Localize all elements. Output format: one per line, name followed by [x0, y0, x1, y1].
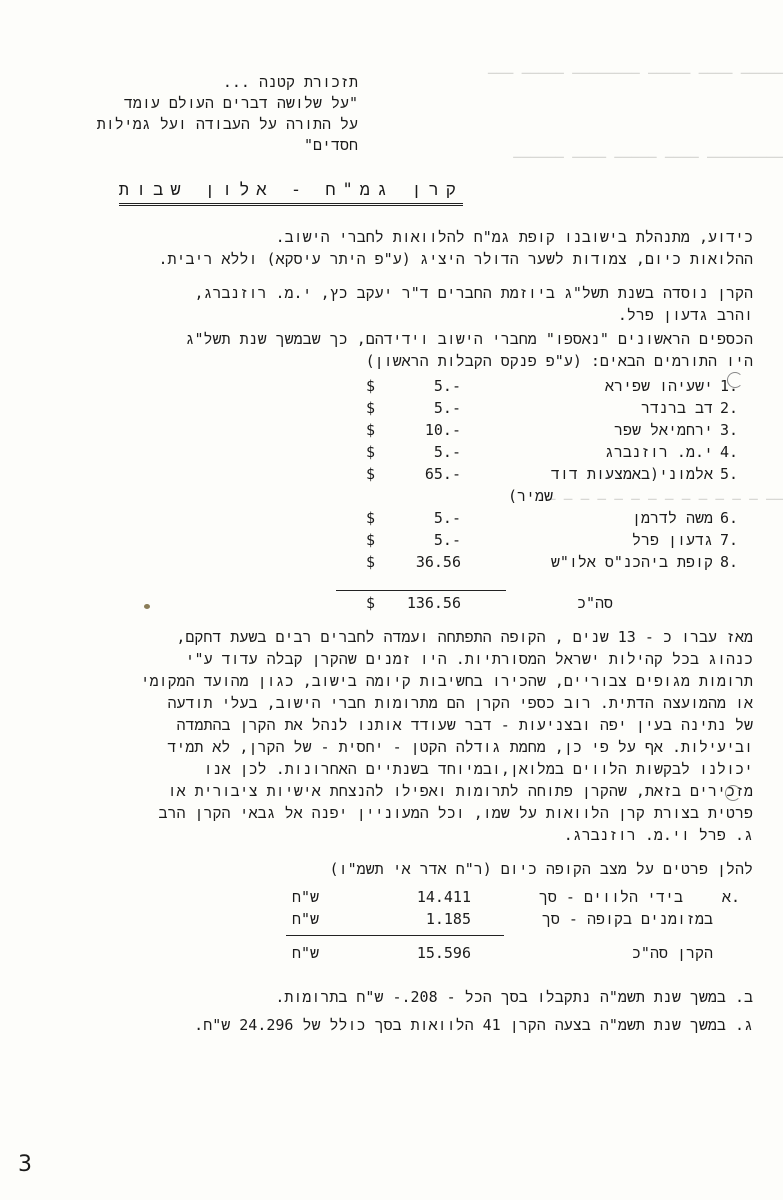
sum-rule — [286, 935, 504, 936]
status-unit: ש"ח — [292, 910, 320, 928]
currency-sign: $ — [366, 443, 376, 461]
intro-paragraph — [33, 226, 753, 270]
currency-sign: $ — [366, 509, 376, 527]
donor-name: גדעון פרל — [631, 531, 713, 549]
donor-row — [0, 507, 783, 529]
text-line: וביעילות. אף על פי כן, מחמת גודלה הקטן - יחסית - של הקרן, לא תמיד — [167, 738, 753, 756]
donor-amount: 5.- — [433, 531, 461, 549]
donor-row — [0, 397, 783, 419]
text-line: ב. במשך שנת תשמ"ה נתקבלו בסך הכל - 208.- ש"ח בתרומות. — [275, 988, 753, 1006]
text-line: מאז עברו כ - 13 שנים , הקופה התפתחה ועמדה לחברים רבים בשעת דחקם, — [176, 628, 753, 646]
status-label: בידי הלווים - סך — [538, 888, 683, 906]
page-number: 3 — [18, 1152, 32, 1177]
status-intro — [33, 858, 753, 880]
first-funds-paragraph — [33, 328, 753, 372]
status-amount: 14.411 — [416, 888, 471, 906]
donor-name: י.מ. רוזנברג — [604, 443, 713, 461]
text-line: והרב גדעון פרל. — [617, 306, 753, 324]
donor-row — [0, 463, 783, 485]
item-c — [33, 1014, 753, 1036]
donor-name: קופת ביהכנ"ס אלו"ש — [550, 553, 713, 571]
donor-name: אלמוני(באמצעות דוד — [550, 465, 713, 483]
donor-index: 3. — [720, 421, 739, 439]
item-b — [33, 986, 753, 1008]
donor-row — [0, 375, 783, 397]
donor-index: 5. — [720, 465, 739, 483]
text-line: הקרן נוסדה בשנת תשל"ג ביוזמת החברים ד"ר יעקב כץ, י.מ. רוזנברג, — [194, 284, 753, 302]
text-line: ג. במשך שנת תשמ"ה בצעה הקרן 41 הלוואות בסך כולל של 24.296 ש"ח. — [194, 1016, 753, 1034]
total-amount: 136.56 — [406, 594, 461, 612]
text-line: הכספים הראשונים "נאספו" מחברי הישוב וידידהם, כך שבמשך שנת תשל"ג — [185, 330, 753, 348]
epigraph-line: "על שלושה דברים העולם עומד — [123, 94, 358, 112]
history-paragraph — [33, 626, 753, 846]
epigraph-line: על התורה על העבודה ועל גמילות — [96, 115, 358, 133]
currency-sign: $ — [366, 377, 376, 395]
text-line: פרטית בצורת קרן הלוואות על שמו, וכל המעוניין יפנה אל גבאי הקרן הרב — [158, 804, 753, 822]
status-unit: ש"ח — [292, 888, 320, 906]
donor-name: דב ברנדר — [640, 399, 713, 417]
currency-sign: $ — [366, 531, 376, 549]
text-line: מזכירים בזאת, שהקרן פתוחה לתרומות ואפילו להנצחת אישיות ציבורית או — [167, 782, 753, 800]
punch-hole-mark — [727, 372, 743, 388]
text-line: ג. פרל וי.מ. רוזנברג. — [563, 826, 753, 844]
text-line: או מהמועצה הדתית. רוב כספי הקרן הם מתרומות חברי הישוב, בעלי תודעה — [167, 694, 753, 712]
text-line: כנהוג בכל קהילות ישראל המסורתיות. היו זמנים שהקרן קבלה עדוד ע"י — [185, 650, 753, 668]
punch-hole-mark — [725, 785, 741, 801]
page-title: קרן גמ"ח - אלון שבות — [119, 180, 463, 206]
donors-total-row — [0, 592, 783, 614]
donor-name: ישעיהו שפירא — [604, 377, 713, 395]
donor-amount: 5.- — [433, 399, 461, 417]
currency-sign: $ — [366, 421, 376, 439]
donor-row — [0, 529, 783, 551]
donor-name: ירחמיאל שפר — [613, 421, 713, 439]
donor-index: 6. — [720, 509, 739, 527]
donor-name-continuation: שמיר) — [507, 487, 553, 505]
donor-amount: 5.- — [433, 443, 461, 461]
epigraph — [28, 72, 358, 156]
status-total-row — [0, 942, 783, 964]
currency-sign: $ — [366, 465, 376, 483]
text-line: יכולנו לבקשות הלווים במלואן,ובמיוחד בשנתיים האחרונות. לכן אנו — [203, 760, 753, 778]
donor-index: 4. — [720, 443, 739, 461]
text-line: תרומות מגופים צבוריים, שהכירו בחשיבות קיומה בישוב, כגון מהועד המקומי — [140, 672, 753, 690]
status-label: במזומנים בקופה - סך — [541, 910, 713, 928]
section-letter: א. — [722, 888, 741, 906]
founded-paragraph — [33, 282, 753, 326]
text-line: להלן פרטים על מצב הקופה כיום (ר"ח אדר אי תשמ"ו) — [329, 860, 753, 878]
text-line: היו התורמים הבאים: (ע"פ פנקס הקבלות הראשון) — [365, 352, 753, 370]
status-row — [0, 908, 783, 930]
currency-sign: $ — [366, 594, 376, 612]
text-line: של נתינה בעין יפה ובצניעות - דבר שעודד אותנו לנהל את הקרן בהתמדה — [176, 716, 753, 734]
status-total-label: הקרן סה"כ — [631, 944, 713, 962]
donor-row — [0, 419, 783, 441]
donor-index: 1. — [720, 377, 739, 395]
donor-amount: 65.- — [424, 465, 461, 483]
donor-row — [0, 441, 783, 463]
donor-row — [0, 551, 783, 573]
text-line: ההלואות כיום, צמודות לשער הדולר היציג (ע"פ היתר עיסקא) וללא ריבית. — [158, 250, 753, 268]
epigraph-line: תזכורת קטנה ... — [222, 73, 358, 91]
text-line: כידוע, מתנהלת בישובנו קופת גמ"ח להלוואות לחברי הישוב. — [275, 228, 753, 246]
status-total-unit: ש"ח — [292, 944, 320, 962]
donor-amount: 5.- — [433, 377, 461, 395]
status-total-amount: 15.596 — [416, 944, 471, 962]
total-label: סה"כ — [576, 594, 613, 612]
status-amount: 1.185 — [425, 910, 471, 928]
status-row — [0, 886, 783, 908]
donor-amount: 10.- — [424, 421, 461, 439]
donor-index: 8. — [720, 553, 739, 571]
donor-amount: 5.- — [433, 509, 461, 527]
ink-spot — [144, 604, 150, 609]
donor-amount: 36.56 — [415, 553, 461, 571]
bleed-through-text: ـــــ ــــ ـــــ ــــــــ ـــــ ـــ — [487, 62, 783, 78]
currency-sign: $ — [366, 553, 376, 571]
bleed-through-text: ــ ـ ـ ـ ـ ـ ـ ـ ـ ـ ـ ـ ـ ـ — [546, 488, 783, 504]
currency-sign: $ — [366, 399, 376, 417]
donor-index: 2. — [720, 399, 739, 417]
donor-index: 7. — [720, 531, 739, 549]
sum-rule — [336, 590, 506, 591]
bleed-through-text: ـــــــــ ــــ ـــــ ــــ ــــــ — [513, 146, 783, 162]
epigraph-line: חסדים" — [303, 136, 358, 154]
donor-name: משה לדרמן — [631, 509, 713, 527]
